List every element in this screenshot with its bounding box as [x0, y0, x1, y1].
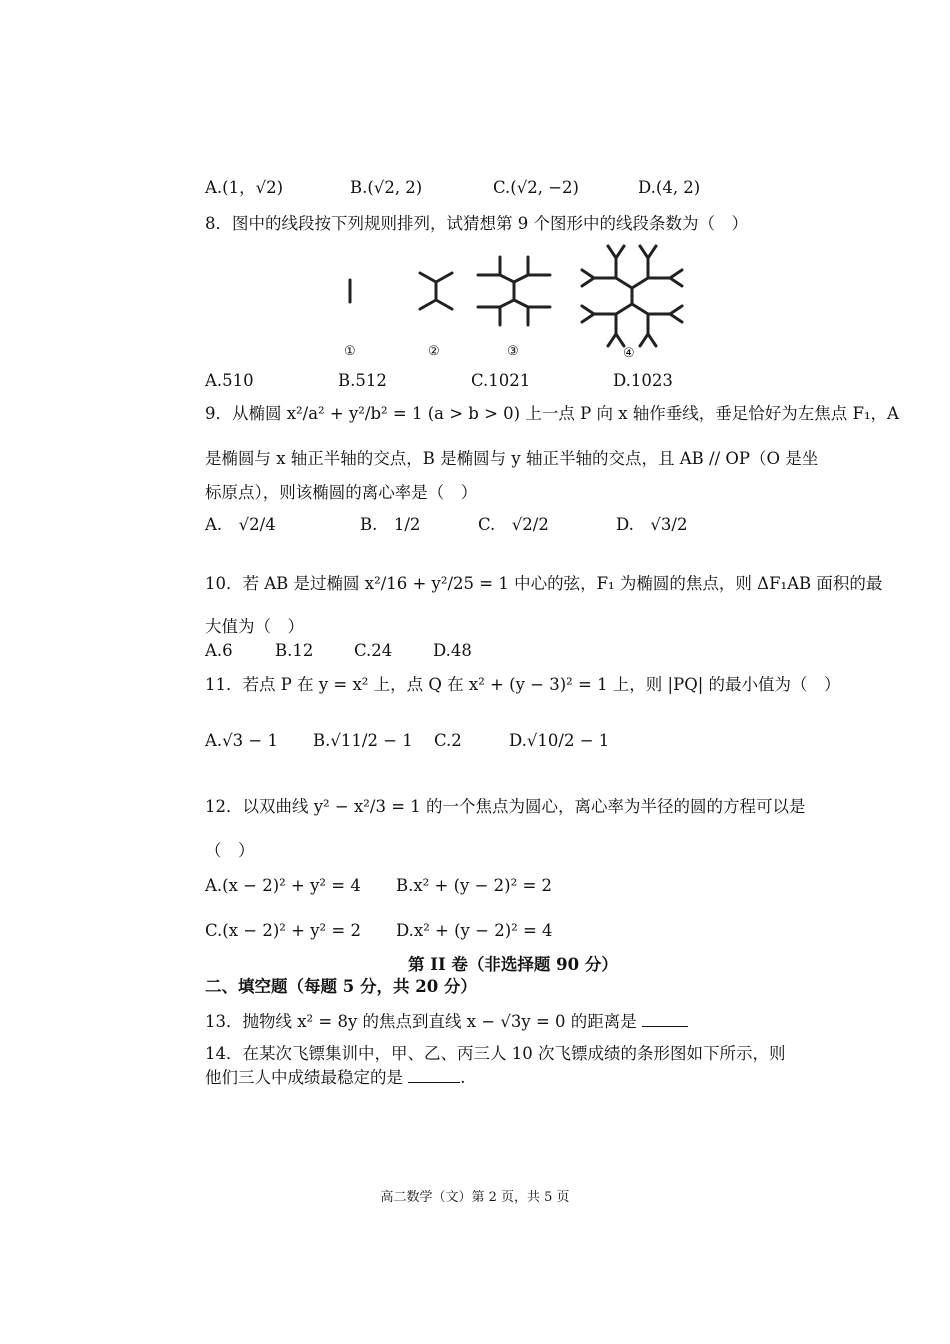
q12-line2: （ ）: [205, 841, 255, 860]
q9-line3: 标原点），则该椭圆的离心率是（ ）: [205, 483, 478, 502]
q12-option-b: B.x² + (y − 2)² = 2: [396, 876, 553, 895]
figure-3: [478, 257, 550, 325]
q9-option-a: A. √2/4: [205, 515, 276, 534]
q10-option-b: B.12: [275, 641, 314, 660]
q12-option-d: D.x² + (y − 2)² = 4: [396, 921, 553, 940]
figure-label-4: ④: [623, 346, 635, 361]
q11-option-d: D.√10/2 − 1: [509, 731, 610, 750]
q9-line1: 9．从椭圆 x²/a² + y²/b² = 1 (a > b > 0) 上一点 P 向 x 轴作垂线，垂足恰好为左焦点 F₁，A: [205, 404, 899, 423]
q10-option-a: A.6: [205, 641, 233, 660]
section2-title: 二、填空题（每题 5 分，共 20 分）: [205, 977, 477, 996]
q7-option-a: A.(1，√2): [205, 178, 284, 197]
q14-line2-wrap: 他们三人中成绩最稳定的是 .: [205, 1068, 466, 1087]
q14-line1: 14．在某次飞镖集训中，甲、乙、丙三人 10 次飞镖成绩的条形图如下所示，则: [205, 1044, 786, 1063]
q9-option-d: D. √3/2: [616, 515, 688, 534]
q8-option-d: D.1023: [613, 371, 673, 390]
page-footer: 高二数学（文）第 2 页，共 5 页: [380, 1190, 570, 1205]
q9-option-b: B. 1/2: [360, 515, 421, 534]
q10-option-d: D.48: [433, 641, 472, 660]
figure-label-3: ③: [507, 344, 519, 359]
figure-4: [582, 246, 682, 346]
q10-line1: 10．若 AB 是过椭圆 x²/16 + y²/25 = 1 中心的弦，F₁ 为椭圆的焦点，则 ΔF₁AB 面积的最: [205, 574, 883, 593]
q10-line2: 大值为（ ）: [205, 617, 304, 636]
q12-option-c: C.(x − 2)² + y² = 2: [205, 921, 361, 940]
q11-option-c: C.2: [434, 731, 462, 750]
q7-option-b: B.(√2, 2): [350, 178, 423, 197]
q7-option-d: D.(4, 2): [638, 178, 701, 197]
figure-label-1: ①: [344, 344, 356, 359]
q11-option-b: B.√11/2 − 1: [313, 731, 413, 750]
q13-line: [205, 1012, 688, 1032]
q11-stem: 11．若点 P 在 y = x² 上，点 Q 在 x² + (y − 3)² = 1 上，则 |PQ| 的最小值为（ ）: [205, 675, 841, 694]
q12-line1: 12．以双曲线 y² − x²/3 = 1 的一个焦点为圆心，离心率为半径的圆的方程可以是: [205, 797, 806, 816]
q12-option-a: A.(x − 2)² + y² = 4: [205, 876, 361, 895]
q8-option-c: C.1021: [471, 371, 531, 390]
q13-text: 13．抛物线 x² = 8y 的焦点到直线 x − √3y = 0 的距离是: [205, 1012, 637, 1031]
q11-option-a: A.√3 − 1: [205, 731, 278, 750]
q7-option-c: C.(√2, −2): [493, 178, 579, 197]
figure-2: [420, 273, 452, 309]
q9-option-c: C. √2/2: [478, 515, 549, 534]
q8-option-b: B.512: [338, 371, 387, 390]
q8-stem: 8．图中的线段按下列规则排列，试猜想第 9 个图形中的线段条数为（ ）: [205, 214, 748, 233]
q9-line2: 是椭圆与 x 轴正半轴的交点，B 是椭圆与 y 轴正半轴的交点，且 AB // OP（O 是坐: [205, 449, 819, 468]
q14-line2: 他们三人中成绩最稳定的是: [205, 1068, 403, 1087]
q13-answer-blank: [642, 1012, 688, 1027]
figure-label-2: ②: [428, 344, 440, 359]
part2-title: 第 II 卷（非选择题 90 分）: [408, 955, 618, 974]
q10-option-c: C.24: [354, 641, 393, 660]
q14-answer-blank: [408, 1068, 460, 1083]
q8-option-a: A.510: [205, 371, 254, 390]
